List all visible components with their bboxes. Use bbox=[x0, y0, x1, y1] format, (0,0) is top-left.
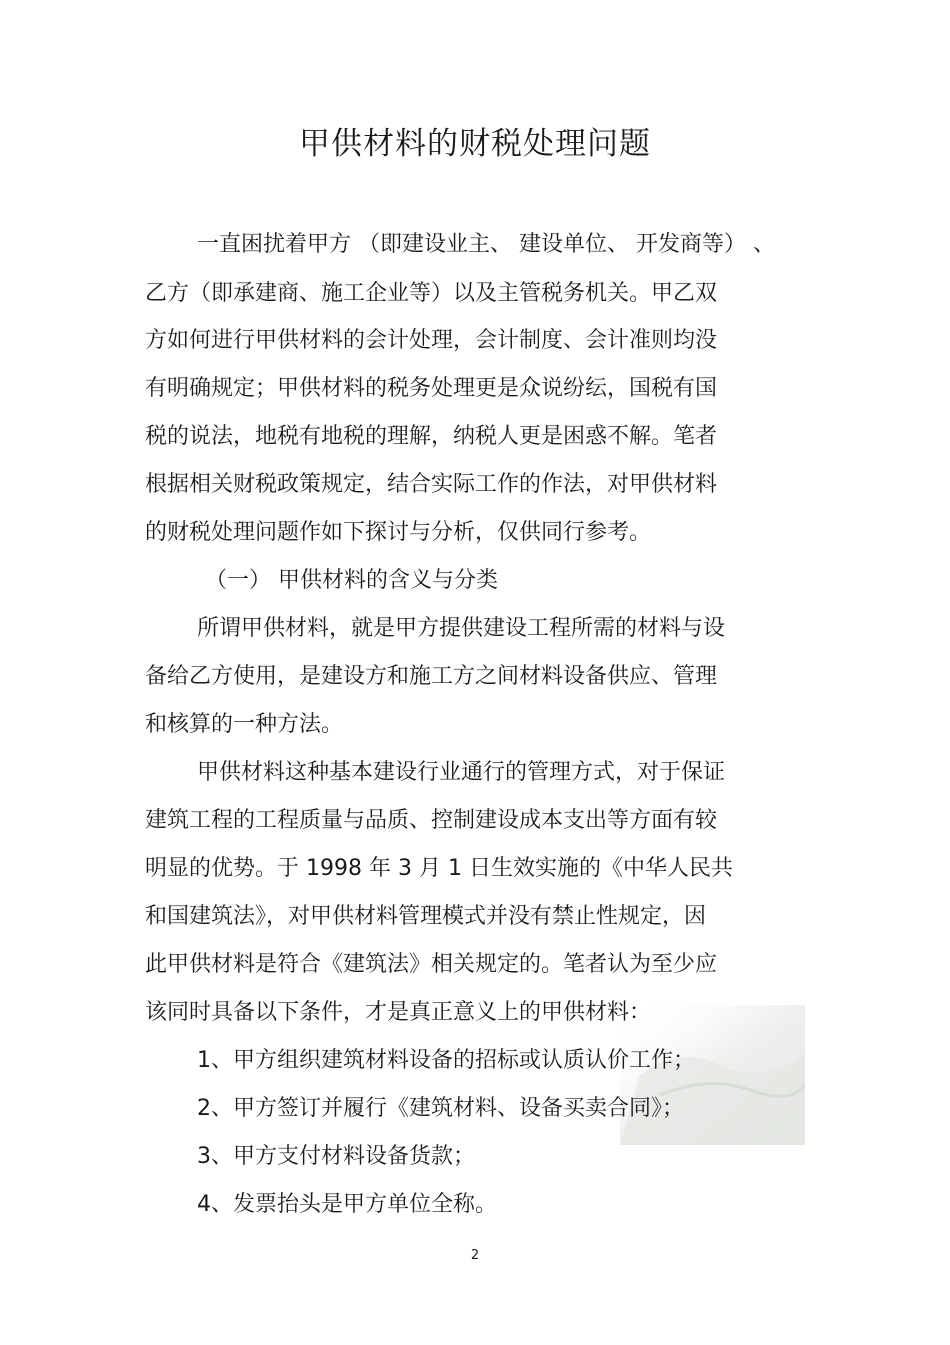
body-line: 的财税处理问题作如下探讨与分析，仅供同行参考。 bbox=[145, 520, 652, 545]
body-line: 乙方（即承建商、施工企业等）以及主管税务机关。甲乙双 bbox=[145, 281, 718, 306]
body-line: 一直困扰着甲方 （即建设业主、 建设单位、 开发商等） 、 bbox=[197, 232, 775, 257]
body-line: 和国建筑法》，对甲供材料管理模式并没有禁止性规定，因 bbox=[145, 904, 707, 929]
list-item: 2、甲方签订并履行《建筑材料、设备买卖合同》； bbox=[197, 1096, 684, 1121]
body-line: 此甲供材料是符合《建筑法》相关规定的。笔者认为至少应 bbox=[145, 952, 718, 977]
list-item: 1、甲方组织建筑材料设备的招标或认质认价工作； bbox=[197, 1048, 695, 1073]
body-line: 和核算的一种方法。 bbox=[145, 712, 344, 737]
document-title: 甲供材料的财税处理问题 bbox=[299, 126, 651, 162]
body-line: 方如何进行甲供材料的会计处理，会计制度、会计准则均没 bbox=[145, 328, 718, 353]
body-line: 税的说法，地税有地税的理解，纳税人更是困惑不解。笔者 bbox=[145, 424, 718, 449]
body-line: 该同时具备以下条件，才是真正意义上的甲供材料： bbox=[145, 1000, 652, 1025]
body-line: 明显的优势。于 1998 年 3 月 1 日生效实施的《中华人民共 bbox=[145, 856, 733, 881]
list-item: 3、甲方支付材料设备货款； bbox=[197, 1144, 475, 1169]
body-line: 备给乙方使用，是建设方和施工方之间材料设备供应、管理 bbox=[145, 664, 718, 689]
page-number: 2 bbox=[470, 1248, 480, 1263]
section-heading: （一） 甲供材料的含义与分类 bbox=[205, 568, 498, 593]
body-line: 有明确规定；甲供材料的税务处理更是众说纷纭，国税有国 bbox=[145, 376, 718, 401]
list-item: 4、发票抬头是甲方单位全称。 bbox=[197, 1192, 497, 1217]
body-line: 建筑工程的工程质量与品质、控制建设成本支出等方面有较 bbox=[145, 808, 718, 833]
body-line: 所谓甲供材料，就是甲方提供建设工程所需的材料与设 bbox=[197, 616, 726, 641]
body-line: 根据相关财税政策规定，结合实际工作的作法，对甲供材料 bbox=[145, 472, 718, 497]
body-line: 甲供材料这种基本建设行业通行的管理方式，对于保证 bbox=[197, 760, 726, 785]
